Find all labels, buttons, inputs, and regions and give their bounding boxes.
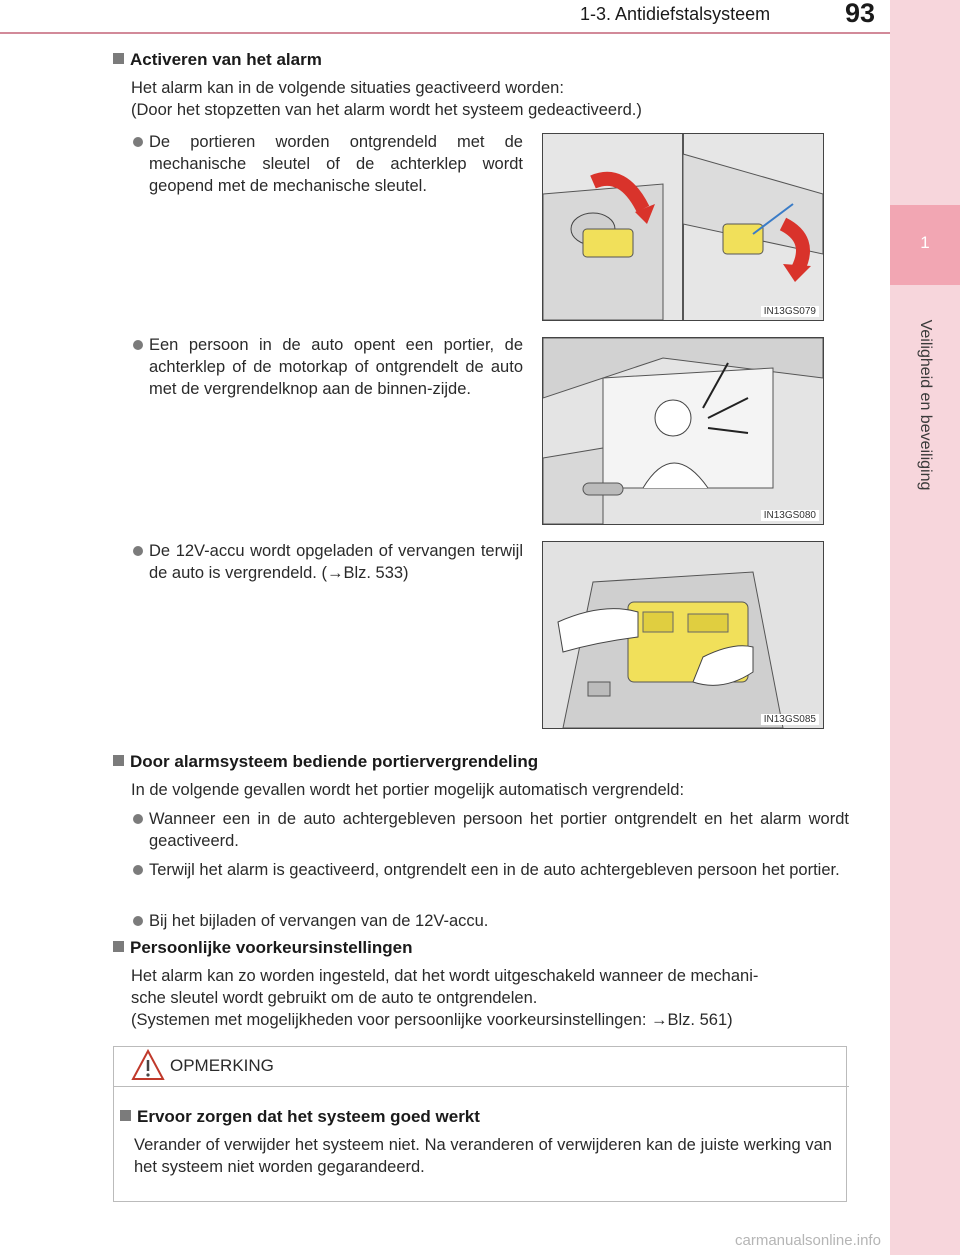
page-header (0, 0, 890, 30)
bullet-icon (133, 916, 143, 926)
bullet-icon (133, 340, 143, 350)
figure-code: IN13GS085 (761, 714, 819, 725)
chapter-number: 1 (920, 233, 930, 252)
bullet-icon (133, 137, 143, 147)
figure-person-in-car (542, 337, 824, 525)
section-intro: Het alarm kan in de volgende situaties geactiveerd worden: (Door het stopzetten van het alarm wordt het systeem gedeactiveerd.) (131, 79, 642, 119)
section-title: 1-3. Antidiefstalsysteem (580, 4, 771, 24)
list-item: Bij het bijladen of vervangen van de 12V-accu. (149, 910, 849, 932)
figure-code: IN13GS080 (761, 510, 819, 521)
square-bullet-icon (120, 1110, 131, 1121)
watermark: carmanualsonline.info (735, 1232, 881, 1249)
bullet-icon (133, 865, 143, 875)
list-item: Een persoon in de auto opent een portier, de achterklep of de motorkap of ontgrendelt de auto met de vergrendelknop aan de binnen-zijde. (149, 334, 523, 400)
section-heading-activation: Activeren van het alarm (113, 50, 322, 70)
notice-divider (113, 1086, 849, 1087)
section-intro: In de volgende gevallen wordt het portier mogelijk automatisch vergrendeld: (131, 781, 685, 799)
bullet-icon (133, 546, 143, 556)
list-item: De portieren worden ontgrendeld met de mechanische sleutel of de achterklep wordt geopend met de mechanische sleutel. (149, 131, 523, 197)
notice-body: Verander of verwijder het systeem niet. Na veranderen of verwijderen kan de juiste werking van het systeem niet worden gegarandeerd. (134, 1136, 832, 1176)
chapter-label: Veiligheid en beveiliging (917, 319, 934, 491)
notice-subtitle: Ervoor zorgen dat het systeem goed werkt (120, 1107, 480, 1127)
notice-label: OPMERKING (170, 1056, 274, 1075)
figure-battery-replacement (542, 541, 824, 729)
page-number: 93 (845, 0, 876, 28)
section-body: Het alarm kan zo worden ingesteld, dat het wordt uitgeschakeld wanneer de mechani- sche sleutel wordt gebruikt om de auto te ontgrendelen. (Systemen met mogelijkheden voor persoonlijke voorkeursinstellingen: →Blz. 561) (131, 967, 759, 1029)
figure-mechanical-key (542, 133, 824, 321)
warning-triangle-icon (131, 1048, 165, 1082)
list-item: Wanneer een in de auto achtergebleven persoon het portier ontgrendelt en het alarm wordt geactiveerd. (149, 808, 849, 852)
header-rule (0, 32, 890, 34)
section-heading-preferences: Persoonlijke voorkeursinstellingen (113, 938, 412, 958)
list-item: De 12V-accu wordt opgeladen of vervangen terwijl de auto is vergrendeld. (→Blz. 533) (149, 540, 523, 584)
bullet-icon (133, 814, 143, 824)
figure-code: IN13GS079 (761, 306, 819, 317)
list-item: Terwijl het alarm is geactiveerd, ontgrendelt een in de auto achtergebleven persoon het portier. (149, 859, 849, 881)
square-bullet-icon (113, 941, 124, 952)
section-heading-door-lock: Door alarmsysteem bediende portiervergrendeling (113, 752, 538, 772)
square-bullet-icon (113, 755, 124, 766)
square-bullet-icon (113, 53, 124, 64)
chapter-sidebar (890, 0, 960, 1255)
chapter-tab[interactable] (890, 205, 960, 285)
